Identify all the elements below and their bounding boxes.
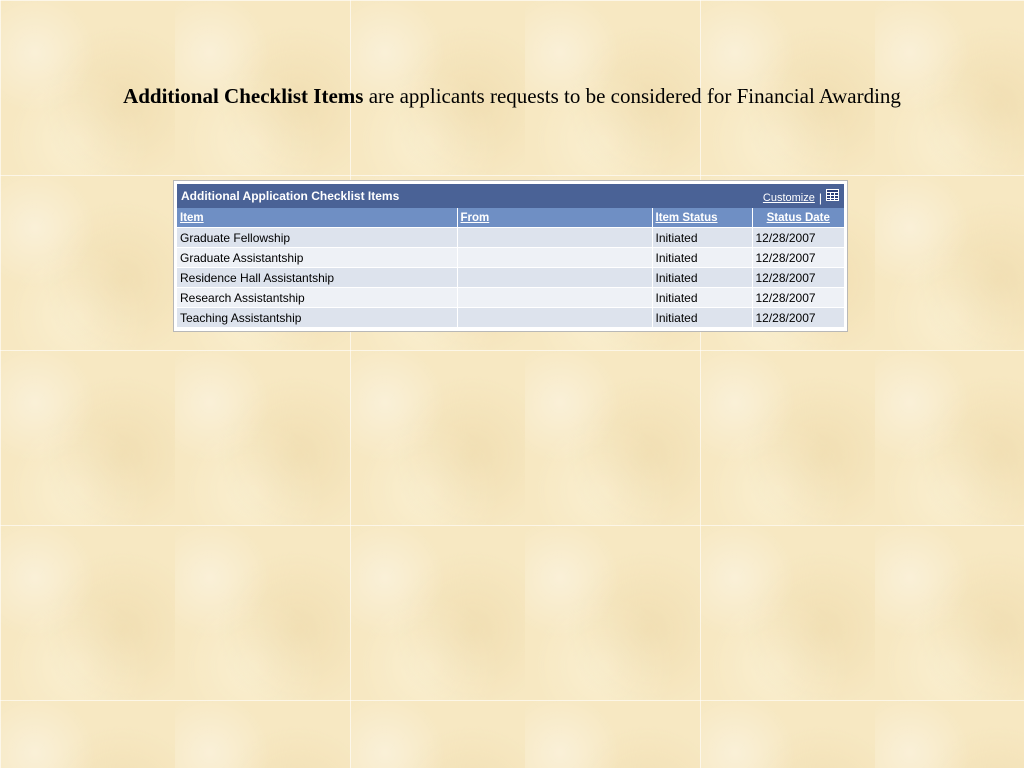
cell-status: Initiated xyxy=(652,248,752,268)
heading-bold-text: Additional Checklist Items xyxy=(123,84,364,108)
table-row xyxy=(177,228,844,248)
column-header-item-status[interactable]: Item Status xyxy=(652,208,752,228)
cell-status: Initiated xyxy=(652,288,752,308)
cell-date: 12/28/2007 xyxy=(752,308,844,328)
cell-item: Residence Hall Assistantship xyxy=(177,268,457,288)
cell-from xyxy=(457,268,652,288)
cell-from xyxy=(457,288,652,308)
checklist-grid-panel xyxy=(173,180,848,332)
heading-rest-text: are applicants requests to be considered for Financial Awarding xyxy=(363,84,901,108)
cell-date: 12/28/2007 xyxy=(752,228,844,248)
grid-title: Additional Application Checklist Items xyxy=(181,189,400,203)
table-row xyxy=(177,308,844,328)
cell-item: Teaching Assistantship xyxy=(177,308,457,328)
cell-item: Graduate Fellowship xyxy=(177,228,457,248)
table-row xyxy=(177,288,844,308)
toolbar-separator: | xyxy=(818,191,822,205)
cell-from xyxy=(457,248,652,268)
slide-heading xyxy=(0,84,1024,109)
table-header-row xyxy=(177,208,844,228)
column-header-item[interactable]: Item xyxy=(177,208,457,228)
column-header-status-date[interactable]: Status Date xyxy=(752,208,844,228)
grid-titlebar xyxy=(177,184,844,208)
cell-status: Initiated xyxy=(652,268,752,288)
cell-status: Initiated xyxy=(652,228,752,248)
cell-item: Graduate Assistantship xyxy=(177,248,457,268)
customize-link[interactable]: Customize xyxy=(762,192,815,204)
cell-status: Initiated xyxy=(652,308,752,328)
cell-date: 12/28/2007 xyxy=(752,248,844,268)
table-row xyxy=(177,268,844,288)
column-header-from[interactable]: From xyxy=(457,208,652,228)
grid-view-icon[interactable] xyxy=(826,189,839,201)
checklist-table xyxy=(177,208,844,328)
cell-date: 12/28/2007 xyxy=(752,288,844,308)
cell-from xyxy=(457,228,652,248)
table-row xyxy=(177,248,844,268)
cell-date: 12/28/2007 xyxy=(752,268,844,288)
cell-item: Research Assistantship xyxy=(177,288,457,308)
cell-from xyxy=(457,308,652,328)
grid-toolbar xyxy=(763,191,839,205)
